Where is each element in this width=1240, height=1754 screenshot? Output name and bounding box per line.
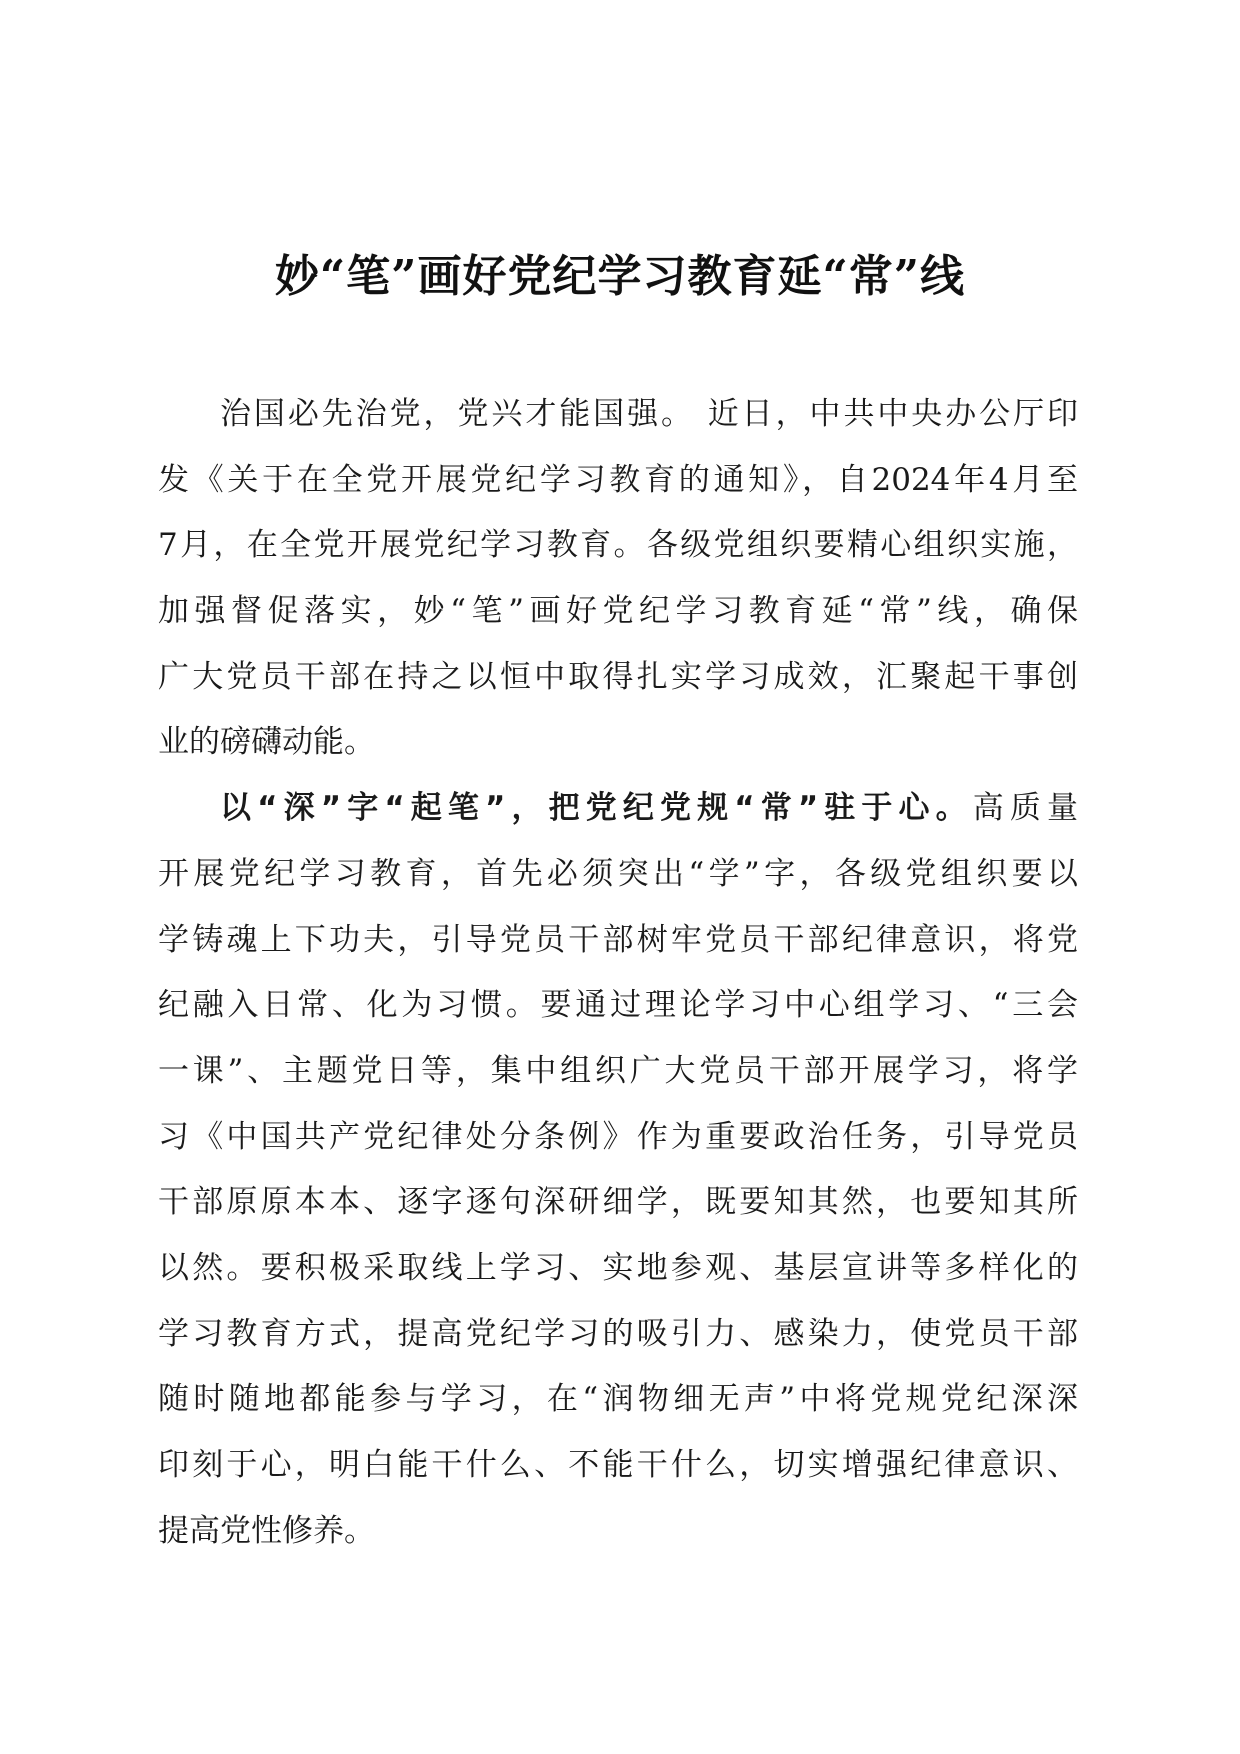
paragraph-2-line: 随时随地都能参与学习，在“润物细无声”中将党规党纪深深 [158,1381,1078,1418]
paragraph-1-line: 加强督促落实，妙“笔”画好党纪学习教育延“常”线，确保 [158,593,1078,630]
paragraph-1-line: 发《关于在全党开展党纪学习教育的通知》，自2024年4月至 [158,461,1078,498]
paragraph-2-line: 一课”、主题党日等，集中组织广大党员干部开展学习，将学 [158,1052,1078,1089]
document-title: 妙“笔”画好党纪学习教育延“常”线 [274,251,966,302]
paragraph-1-line: 业的磅礴动能。 [158,724,375,761]
document-body [158,382,1078,1564]
paragraph-2-line: 习《中国共产党纪律处分条例》作为重要政治任务，引导党员 [158,1118,1078,1155]
paragraph-1-line: 治国必先治党，党兴才能国强。 近日，中共中央办公厅印 [220,396,1078,432]
paragraph-2 [158,776,1078,1564]
paragraph-2-first-line [158,776,1078,842]
paragraph-2-lead-heading: 以“深”字“起笔”，把党纪党规“常”驻于心。 [220,790,973,827]
paragraph-2-line: 学习教育方式，提高党纪学习的吸引力、感染力，使党员干部 [158,1315,1078,1352]
paragraph-2-line: 干部原原本本、逐字逐句深研细学，既要知其然，也要知其所 [158,1184,1078,1221]
paragraph-1-line: 广大党员干部在持之以恒中取得扎实学习成效，汇聚起干事创 [158,658,1078,695]
paragraph-2-line: 印刻于心，明白能干什么、不能干什么，切实增强纪律意识、 [158,1447,1078,1483]
paragraph-2-line: 提高党性修养。 [158,1512,375,1549]
paragraph-2-line: 开展党纪学习教育，首先必须突出“学”字，各级党组织要以 [158,855,1078,892]
paragraph-1-line: 7月，在全党开展党纪学习教育。各级党组织要精心组织实施， [158,527,1078,564]
paragraph-2-first-line-rest: 高质量 [972,790,1078,827]
paragraph-2-line: 学铸魂上下功夫，引导党员干部树牢党员干部纪律意识，将党 [158,921,1078,958]
paragraph-2-line: 以然。要积极采取线上学习、实地参观、基层宣讲等多样化的 [158,1249,1078,1286]
paragraph-1 [158,382,1078,776]
paragraph-2-line: 纪融入日常、化为习惯。要通过理论学习中心组学习、“三会 [158,987,1078,1024]
